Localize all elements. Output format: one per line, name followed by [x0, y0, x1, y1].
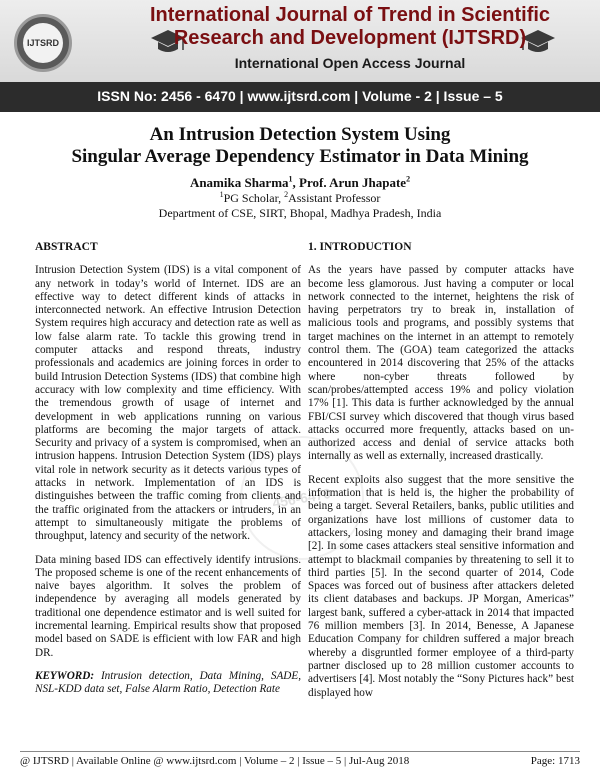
introduction-paragraph: As the years have passed by computer attacks have become less glamorous. Just having a computer or local network connected to the internet, heightens the risk of having perpetrators try to break in, installation of malicious tools and programs, and possibly systems that target machines on the internet in an attempt to remotely control them. The (GOA) team categorized the attacks encountered in 2014 discovering that 25% of the attacks where non-cyber threats followed by scan/probes/attempted access 19% and policy violation 17% [1]. This data is further acknowledged by the annual FBI/CSI survey which discovered that though virus based attacks occurred more frequently, attacks based on un-authorized access and denial of service attacks both internally as well as externally, increased drastically.	[308, 264, 574, 463]
page-number: Page: 1713	[530, 755, 580, 767]
paper-title	[40, 124, 560, 168]
author-superscript: 2	[406, 174, 411, 184]
role-superscript: 1	[219, 190, 224, 199]
watermark-text: 456-6470	[271, 484, 333, 512]
journal-subtitle: International Open Access Journal	[234, 55, 466, 71]
abstract-paragraph: Intrusion Detection System (IDS) is a vital component of any network in today’s world of Internet. IDS are an effective way to detect different kinds of attacks in interconnected network. An effective Intrusion Detection System requires high accuracy and detection rate as well as low false alarm rate. To tackle this growing trend in computer attacks and respond threats, industry professionals and academics are joining forces in order to build Intrusion Detection Systems (IDS) that combine high accuracy with low complexity and time efficiency. With the tremendous growth of usage of internet and development in web applications running on various platforms are becoming the major targets of attack. Security and privacy of a system is compromised, when an intrusion happens. Intrusion Detection System (IDS) plays vital role in network security as it detects various types of attacks in network. Implementation of an IDS is distinguishes between the traffic coming from clients and the traffic originated from the attackers or intruders, in an attempt to simultaneously mitigate the problems of throughput, latency and security of the network.	[35, 264, 301, 543]
role-superscript: 2	[284, 190, 289, 199]
footer-divider	[20, 751, 580, 752]
paper-title-line2: Singular Average Dependency Estimator in Data Mining	[71, 146, 529, 167]
journal-title	[150, 4, 550, 50]
abstract-paragraph: Data mining based IDS can effectively identify intrusions. The proposed scheme is one of the recent enhancements of naive bayes algorithm. It solves the problem of independence by averaging all models generated by traditional one dependence estimator and is well suited for incremental learning. Empirical results show that proposed model based on SADE is efficient with low FAR and high DR.	[35, 553, 301, 659]
author-list	[40, 175, 560, 191]
journal-logo-text: IJTSRD	[23, 23, 63, 63]
journal-header	[0, 0, 600, 112]
issn-line: ISSN No: 2456 - 6470 | www.ijtsrd.com | Volume - 2 | Issue – 5	[97, 88, 503, 104]
author-role: Assistant Professor	[288, 191, 381, 205]
affiliation: Department of CSE, SIRT, Bhopal, Madhya Pradesh, India	[158, 206, 442, 220]
paper-title-line1: An Intrusion Detection System Using	[149, 124, 451, 145]
page-footer	[20, 755, 580, 767]
author-separator: ,	[292, 175, 300, 190]
right-column	[308, 241, 574, 710]
abstract-heading: ABSTRACT	[35, 241, 98, 253]
footer-citation: @ IJTSRD | Available Online @ www.ijtsrd.com | Volume – 2 | Issue – 5 | Jul-Aug 2018	[20, 755, 410, 767]
journal-logo	[14, 14, 72, 72]
author-name: Anamika Sharma	[189, 175, 289, 190]
introduction-heading: 1. INTRODUCTION	[308, 241, 412, 253]
author-superscript: 1	[288, 174, 293, 184]
keywords-text: Intrusion detection, Data Mining, SADE, NSL-KDD data set, False Alarm Ratio, Detection Rate	[35, 669, 301, 696]
author-name: Prof. Arun Jhapate	[299, 175, 407, 190]
introduction-paragraph: Recent exploits also suggest that the more sensitive the information that is held is, the higher the probability of being a target. Several Retailers, banks, public utilities and organizations have lost millions of customer data to attackers, losing money and damaging their brand image [2]. In some cases attackers steal sensitive information and attempt to blackmail companies by threatening to sell it to third parties [5]. In the second quarter of 2014, Code Spaces was forced out of business after attackers deleted its client databases and backups. JP Morgan, Americas” largest bank, suffered a cyber-attack in 2014 that impacted 76 million members [3]. In 2014, Benesse, A Japanese Education Company for children suffered a major breach whereby a disgruntled former employee of a third-party partner disclosed up to 28 million customer accounts to advertisers [4]. Most notably the “Sony Pictures hack” best displayed how	[308, 473, 574, 699]
left-column	[35, 241, 301, 707]
keywords-label: KEYWORD:	[35, 669, 95, 682]
keywords	[35, 670, 301, 697]
author-role: PG Scholar,	[223, 191, 285, 205]
journal-title-line2: Research and Development (IJTSRD)	[173, 27, 527, 49]
journal-title-line1: International Journal of Trend in Scientific	[150, 4, 551, 26]
author-roles	[40, 191, 560, 206]
